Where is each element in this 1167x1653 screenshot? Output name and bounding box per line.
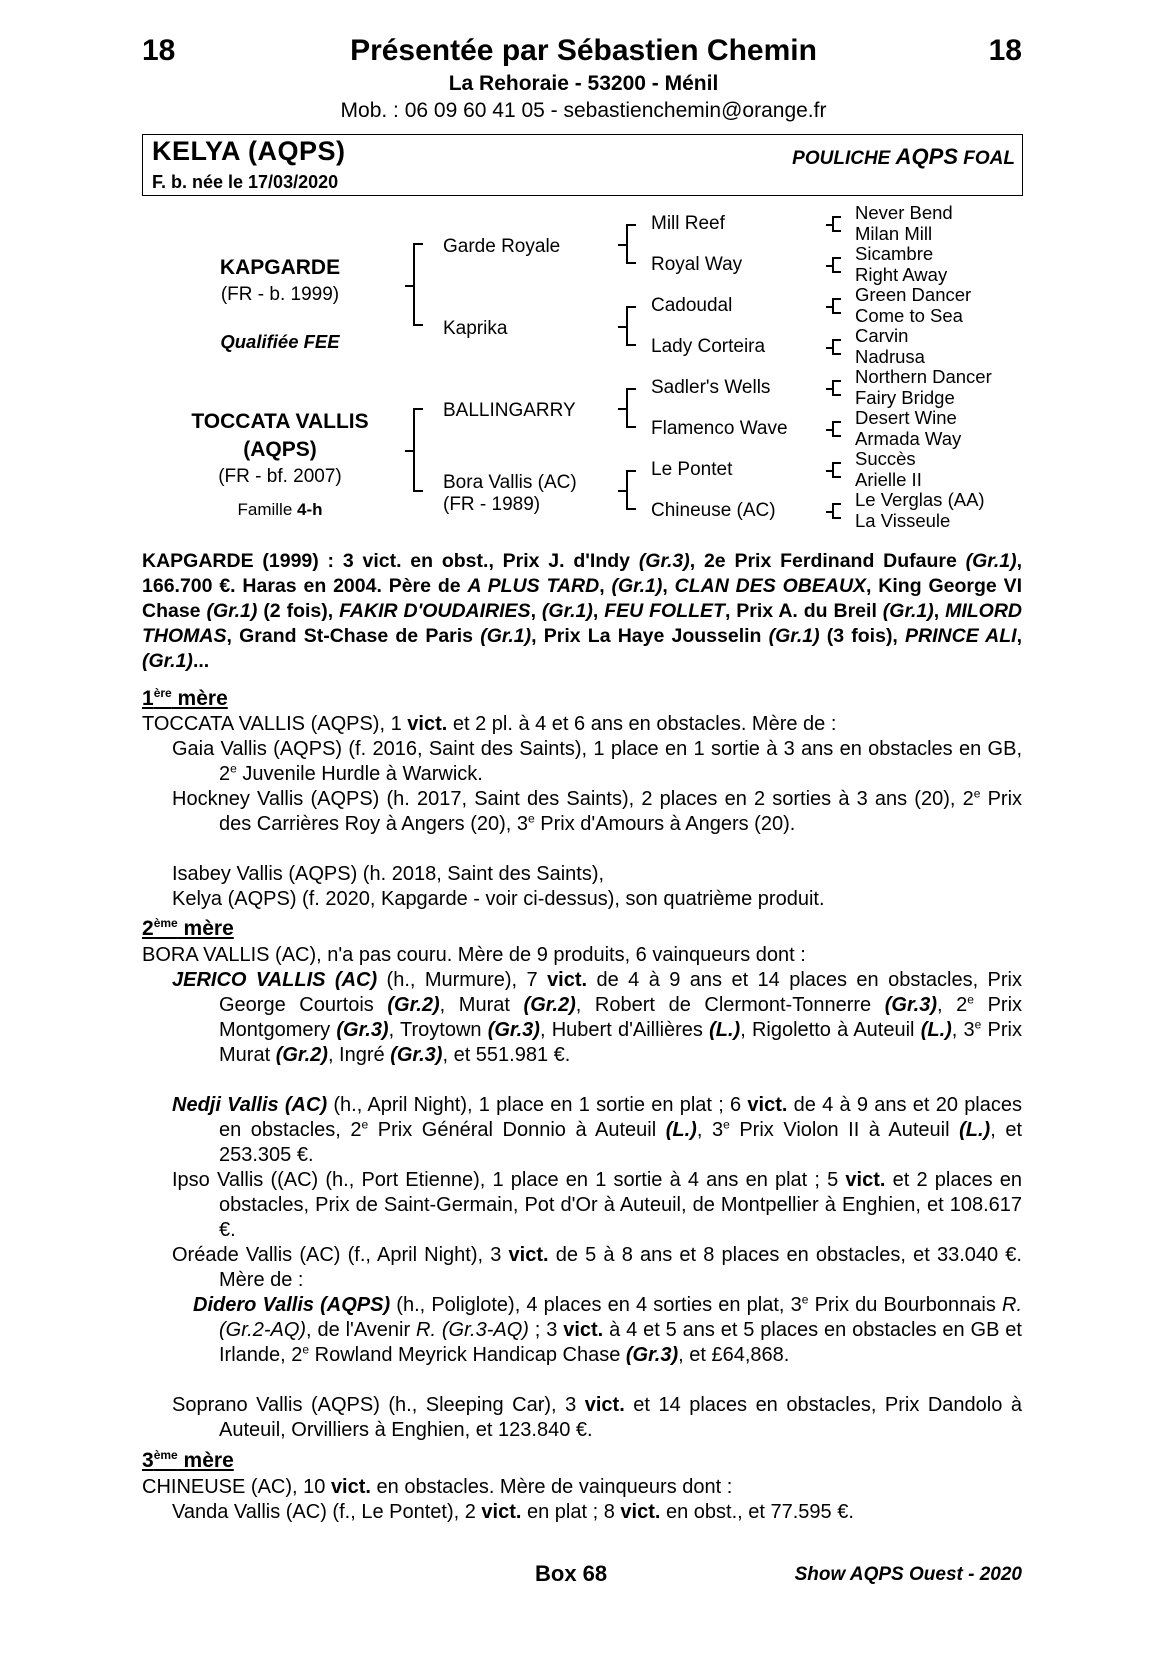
bracket-g3-6 (832, 462, 834, 478)
family-value: 4-h (297, 500, 323, 519)
bracket-g2-1 (626, 306, 628, 346)
bracket-g2-1-tick (618, 326, 626, 328)
gen3-7: Chineuse (AC) (651, 500, 776, 521)
bracket-g2-2-tick (618, 408, 626, 410)
produce-nedji: Nedji Vallis (AC) (h., April Night), 1 place en 1 sortie en plat ; 6 vict. de 4 à 9 ans et 20 places en obstacles, 2e Prix Général Donnio à Auteuil (L.), 3e Prix Violon II à Auteuil (L.), et 253.305 €. (172, 1094, 1023, 1166)
gen4-10: Desert Wine (855, 407, 957, 428)
sex-suffix: FOAL (963, 148, 1015, 169)
first-dam-intro: TOCCATA VALLIS (AQPS), 1 vict. et 2 pl. à 4 et 6 ans en obstacles. Mère de : (142, 713, 837, 735)
gen3-4: Sadler's Wells (651, 377, 771, 398)
gen4-13: Arielle II (855, 469, 922, 490)
bracket-g3-4 (832, 380, 834, 396)
gen4-7: Nadrusa (855, 346, 925, 367)
sire-summary: KAPGARDE (1999) : 3 vict. en obst., Prix J. d'Indy (Gr.3), 2e Prix Ferdinand Dufaure (Gr.1), 166.700 €. Haras en 2004. Père de A PLUS TARD, (Gr.1), CLAN DES OBEAUX, King George VI Chase (Gr.1) (2 fois), FAKIR D'OUDAIRIES, (Gr.1), FEU FOLLET, Prix A. du Breil (Gr.1), MILORD THOMAS, Grand St-Chase de Paris (Gr.1), Prix La Haye Jousselin (Gr.1) (3 fois), PRINCE ALI, (Gr.1)... (142, 550, 1022, 672)
gen4-11: Armada Way (855, 428, 962, 449)
horse-sex (792, 144, 1015, 170)
bracket-g2-3-tick (618, 490, 626, 492)
sire-name: KAPGARDE (219, 256, 341, 279)
bracket-g3-6-tick (826, 470, 832, 472)
gen3-6: Le Pontet (651, 459, 733, 480)
bracket-g3-1-tick (826, 265, 832, 267)
sire-note: Qualifiée FEE (220, 331, 340, 352)
sex-breed: AQPS (895, 144, 958, 169)
gen3-1: Royal Way (651, 254, 743, 275)
page-title: Présentée par Sébastien Chemin (350, 34, 817, 67)
gen2-0: Garde Royale (443, 236, 561, 257)
bracket-g2-0-tick (618, 244, 626, 246)
gen4-5: Come to Sea (855, 305, 963, 326)
produce-didero: Didero Vallis (AQPS) (h., Poliglote), 4 places en 4 sorties en plat, 3e Prix du Bourbonnais R. (Gr.2-AQ), de l'Avenir R. (Gr.3-AQ) ; 3 vict. à 4 et 5 ans et 5 places en obstacles en GB et Irlande, 2e Rowland Meyrick Handicap Chase (Gr.3), et £64,868. (193, 1292, 1023, 1366)
bracket-dam (413, 408, 415, 492)
bracket-g2-0 (626, 224, 628, 264)
show-name: Show AQPS Ouest - 2020 (794, 1564, 1022, 1585)
dam-info: (FR - bf. 2007) (218, 466, 342, 487)
produce-isabey: Isabey Vallis (AQPS) (h. 2018, Saint des Saints), (172, 863, 605, 885)
vendor-address: La Rehoraie - 53200 - Ménil (448, 72, 719, 95)
bracket-g3-7 (832, 503, 834, 519)
produce-oreade: Oréade Vallis (AC) (f., April Night), 3 vict. de 5 à 8 ans et 8 places en obstacles, et 33.040 €. Mère de : (172, 1244, 1022, 1291)
gen4-0: Never Bend (855, 202, 953, 223)
third-dam-heading: 3ème mère (142, 1448, 234, 1472)
gen4-9: Fairy Bridge (855, 387, 955, 408)
dam-breed: (AQPS) (243, 438, 317, 461)
bracket-g3-7-tick (826, 511, 832, 513)
bracket-g3-5 (832, 421, 834, 437)
box-number: Box 68 (535, 1561, 608, 1586)
third-dam-intro: CHINEUSE (AC), 10 vict. en obstacles. Mère de vainqueurs dont : (142, 1476, 733, 1498)
bracket-g3-3-tick (826, 347, 832, 349)
first-dam-heading: 1ère mère (142, 686, 228, 710)
gen3-5: Flamenco Wave (651, 418, 788, 439)
bracket-g3-2-tick (826, 306, 832, 308)
gen3-2: Cadoudal (651, 295, 733, 316)
second-dam-heading: 2ème mère (142, 916, 234, 940)
dam-family (150, 500, 410, 520)
bracket-g3-5-tick (826, 429, 832, 431)
family-label: Famille (237, 500, 293, 519)
gen4-4: Green Dancer (855, 284, 972, 305)
dam-name: TOCCATA VALLIS (191, 410, 369, 433)
bracket-g3-1 (832, 257, 834, 273)
bracket-g3-3 (832, 339, 834, 355)
horse-birth: F. b. née le 17/03/2020 (152, 172, 339, 192)
gen2-2: BALLINGARRY (443, 400, 576, 421)
second-dam-intro: BORA VALLIS (AC), n'a pas couru. Mère de 9 produits, 6 vainqueurs dont : (142, 944, 806, 966)
bracket-g2-3 (626, 470, 628, 510)
gen4-3: Right Away (855, 264, 948, 285)
gen4-2: Sicambre (855, 243, 934, 264)
lot-number-left: 18 (142, 34, 176, 67)
gen4-6: Carvin (855, 325, 909, 346)
produce-gaia: Gaia Vallis (AQPS) (f. 2016, Saint des Saints), 1 place en 1 sortie à 3 ans en obstacles en GB, 2e Juvenile Hurdle à Warwick. (172, 738, 1022, 785)
gen3-3: Lady Corteira (651, 336, 766, 357)
produce-jerico: JERICO VALLIS (AC) (h., Murmure), 7 vict. de 4 à 9 ans et 14 places en obstacles, Prix George Courtois (Gr.2), Murat (Gr.2), Robert de Clermont-Tonnerre (Gr.3), 2e Prix Montgomery (Gr.3), Troytown (Gr.3), Hubert d'Aillières (L.), Rigoletto à Auteuil (L.), 3e Prix Murat (Gr.2), Ingré (Gr.3), et 551.981 €. (172, 969, 1023, 1066)
gen4-8: Northern Dancer (855, 366, 992, 387)
gen2-3-note: (FR - 1989) (443, 494, 541, 515)
bracket-g3-4-tick (826, 388, 832, 390)
produce-vanda: Vanda Vallis (AC) (f., Le Pontet), 2 vict. en plat ; 8 vict. en obst., et 77.595 €. (172, 1501, 854, 1523)
produce-kelya: Kelya (AQPS) (f. 2020, Kapgarde - voir ci-dessus), son quatrième produit. (172, 888, 825, 910)
lot-number-right: 18 (988, 34, 1022, 67)
produce-hockney: Hockney Vallis (AQPS) (h. 2017, Saint des Saints), 2 places en 2 sorties à 3 ans (20), 2e Prix des Carrières Roy à Angers (20), 3e Prix d'Amours à Angers (20). (172, 786, 1023, 835)
gen4-1: Milan Mill (855, 223, 933, 244)
vendor-contact: Mob. : 06 09 60 41 05 - sebastienchemin@orange.fr (340, 99, 827, 122)
gen4-14: Le Verglas (AA) (855, 489, 985, 510)
bracket-g3-2 (832, 298, 834, 314)
gen4-12: Succès (855, 448, 916, 469)
sire-info: (FR - b. 1999) (220, 284, 340, 305)
bracket-g2-2 (626, 388, 628, 428)
produce-ipso: Ipso Vallis ((AC) (h., Port Etienne), 1 place en 1 sortie à 4 ans en plat ; 5 vict. et 2 places en obstacles, Prix de Saint-Germain, Pot d'Or à Auteuil, de Montpellier à Enghien, et 108.617 €. (172, 1169, 1022, 1241)
produce-soprano: Soprano Vallis (AQPS) (h., Sleeping Car), 3 vict. et 14 places en obstacles, Prix Dandolo à Auteuil, Orvilliers à Enghien, et 123.840 €. (172, 1394, 1022, 1441)
bracket-dam-tick (405, 450, 413, 452)
bracket-sire (413, 243, 415, 326)
gen4-15: La Visseule (855, 510, 951, 531)
horse-name: KELYA (AQPS) (152, 136, 346, 166)
gen2-1: Kaprika (443, 318, 508, 339)
gen3-0: Mill Reef (651, 213, 725, 234)
sex-prefix: POULICHE (792, 148, 891, 169)
bracket-g3-0-tick (826, 224, 832, 226)
gen2-3: Bora Vallis (AC) (443, 472, 577, 493)
bracket-g3-0 (832, 216, 834, 232)
bracket-sire-tick (405, 285, 413, 287)
